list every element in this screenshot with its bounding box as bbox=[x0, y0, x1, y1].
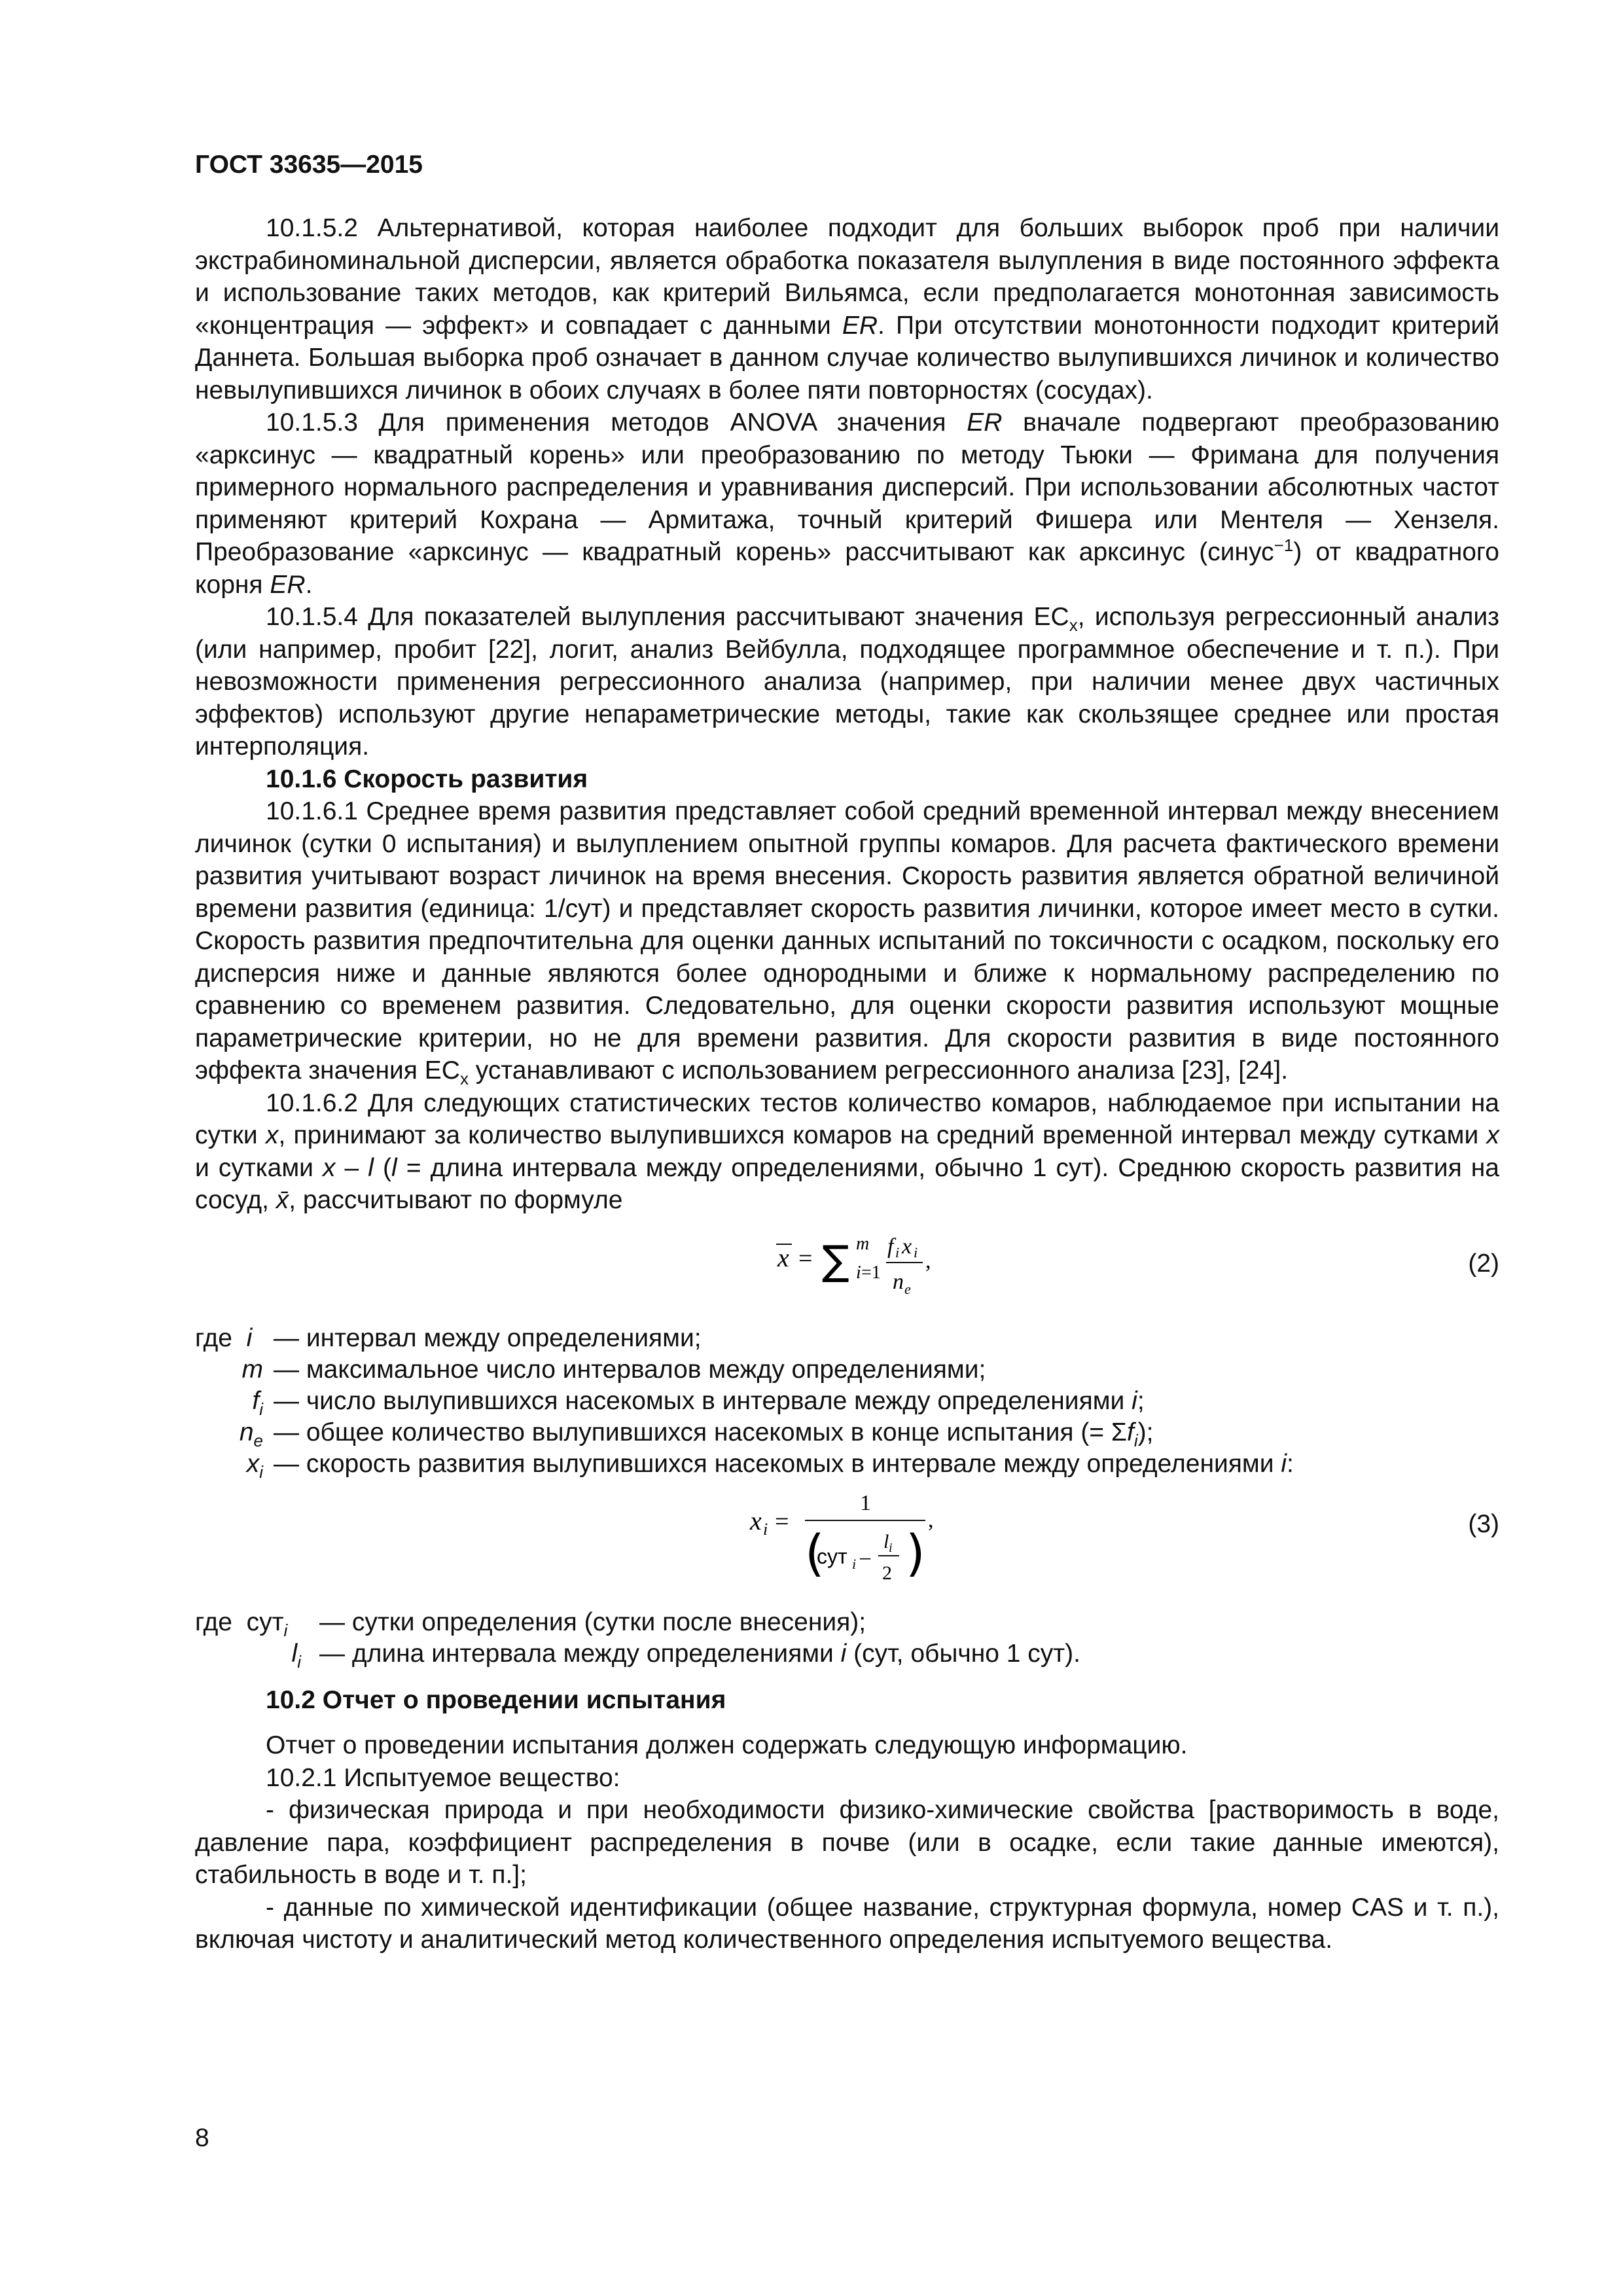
equation-2-number: (2) bbox=[1468, 1249, 1499, 1278]
equation-3-formula bbox=[745, 1486, 967, 1603]
svg-text:i: i bbox=[852, 1555, 857, 1572]
legend-row-xi bbox=[195, 1448, 1499, 1480]
list-item-physical-nature: - физическая природа и при необходимости физико-химические свойства [растворимость в воде, давление пара, коэффициент распределения в почве (или в осадке, если такие данные имеются), стабильность в воде и т. п.]; bbox=[195, 1796, 1499, 1889]
svg-text:i: i bbox=[763, 1519, 768, 1539]
svg-text:,: , bbox=[928, 1507, 934, 1532]
legend-label: $l_i$ bbox=[291, 1639, 301, 1672]
svg-text:=: = bbox=[775, 1507, 789, 1535]
svg-text:–: – bbox=[860, 1544, 870, 1568]
legend-text: — максимальное число интервалов между определениями; bbox=[274, 1355, 986, 1384]
legend-row-m bbox=[195, 1354, 1499, 1386]
equation-2-formula bbox=[758, 1221, 980, 1319]
svg-text:2: 2 bbox=[882, 1562, 892, 1584]
legend-label: $x_i$ bbox=[246, 1449, 263, 1482]
svg-text:i: i bbox=[856, 1262, 861, 1283]
heading-10-1-6: 10.1.6 Скорость развития bbox=[266, 764, 588, 793]
svg-text:x: x bbox=[902, 1234, 912, 1259]
svg-text:,: , bbox=[925, 1248, 931, 1273]
equation-2 bbox=[195, 1221, 1499, 1319]
svg-text:сут: сут bbox=[817, 1544, 847, 1568]
legend-row-ne bbox=[195, 1417, 1499, 1448]
svg-text:(: ( bbox=[805, 1523, 825, 1582]
heading-10-2: 10.2 Отчет о проведении испытания bbox=[266, 1685, 726, 1714]
legend-row-i bbox=[195, 1323, 1499, 1354]
legend-equation-3 bbox=[195, 1607, 1499, 1670]
legend-text: — длина интервала между определениями i (сут, обычно 1 сут). bbox=[319, 1639, 1080, 1668]
svg-text:i: i bbox=[889, 1540, 893, 1555]
legend-text: — сутки определения (сутки после внесения); bbox=[319, 1607, 866, 1636]
svg-text:x: x bbox=[777, 1242, 789, 1272]
svg-text:=1: =1 bbox=[861, 1262, 881, 1283]
svg-text:i: i bbox=[914, 1244, 918, 1261]
legend-row-li bbox=[195, 1638, 1499, 1670]
legend-label: где i bbox=[195, 1323, 253, 1352]
svg-text:1: 1 bbox=[860, 1490, 871, 1515]
legend-label: $n_e$ bbox=[239, 1418, 263, 1450]
legend-row-sut bbox=[195, 1607, 1499, 1638]
svg-text:l: l bbox=[883, 1530, 889, 1552]
paragraph-10-1-6-2: 10.1.6.2 Для следующих статистических тестов количество комаров, наблюдаемое при испытании на сутки x, принимают за количество вылупившихся комаров на средний временной интервал между сутками x и сутками x – l (l = длина интервала между определениями, обычно 1 сут). Среднюю скорость развития на сосуд, x̄, рассчитывают по формуле bbox=[195, 1088, 1499, 1214]
legend-text: — интервал между определениями; bbox=[274, 1323, 702, 1352]
legend-label: где сут$_i$ bbox=[195, 1607, 288, 1640]
svg-text:i: i bbox=[895, 1244, 900, 1261]
paragraph-10-1-6-1: 10.1.6.1 Среднее время развития представляет собой средний временной интервал между внесением личинок (сутки 0 испытания) и вылуплением опытной группы комаров. Для расчета фактического времени развития учитывают возраст личинок на время внесения. Скорость развития является обратной величиной времени развития (единица: 1/сут) и представляет скорость развития личинки, которое имеет место в сутки. Скорость развития предпочтительна для оценки данных испытаний по токсичности с осадком, поскольку его дисперсия ниже и данные являются более однородными и ближе к нормальному распределению по сравнению со временем развития. Следовательно, для оценки скорости развития используют мощные параметрические критерии, но не для времени развития. Для скорости развития в виде постоянного эффекта значения $EC_x$ устанавливают с использованием регрессионного анализа [23], [24]. bbox=[195, 797, 1499, 1088]
svg-text:n: n bbox=[893, 1269, 904, 1294]
equation-3-number: (3) bbox=[1468, 1509, 1499, 1538]
svg-text:m: m bbox=[856, 1233, 870, 1254]
svg-text:e: e bbox=[904, 1280, 911, 1297]
page-number: 8 bbox=[195, 2124, 209, 2152]
legend-text: — скорость развития вылупившихся насекомых в интервале между определениями i: bbox=[274, 1449, 1294, 1478]
svg-text:=: = bbox=[798, 1244, 813, 1272]
list-item-chemical-identification: - данные по химической идентификации (общее название, структурная формула, номер CAS и т. п.), включая чистоту и аналитический метод количественного определения испытуемого вещества. bbox=[195, 1893, 1499, 1954]
paragraph-10-1-5-4: 10.1.5.4 Для показателей вылупления рассчитывают значения $EC_x$, используя регрессионный анализ (или например, пробит [22], логит, анализ Вейбулла, подходящее программное обеспечение и т. п.). При невозможности применения регрессионного анализа (например, при наличии менее двух частичных эффектов) используют другие непараметрические методы, такие как скользящее среднее или простая интерполяция. bbox=[195, 603, 1499, 761]
paragraph-10-1-5-3: 10.1.5.3 Для применения методов ANOVA значения ER вначале подвергают преобразованию «арксинус — квадратный корень» или преобразованию по методу Тьюки — Фримана для получения примерного нормального распределения и уравнивания дисперсий. При использовании абсолютных частот применяют критерий Кохрана — Армитажа, точный критерий Фишера или Ментеля — Хензеля. Преобразование «арксинус — квадратный корень» рассчитывают как арксинус (синус$^{-1}$) от квадратного корня ER. bbox=[195, 408, 1499, 599]
svg-text:∑: ∑ bbox=[822, 1236, 849, 1284]
svg-text:x: x bbox=[750, 1505, 762, 1535]
document-header: ГОСТ 33635—2015 bbox=[195, 151, 423, 179]
legend-label: m bbox=[241, 1355, 263, 1384]
legend-label: $f_i$ bbox=[252, 1386, 263, 1419]
equation-3 bbox=[195, 1486, 1499, 1603]
legend-text: — число вылупившихся насекомых в интервале между определениями i; bbox=[274, 1386, 1145, 1415]
paragraph-10-1-5-2: 10.1.5.2 Альтернативой, которая наиболее подходит для больших выборок проб при наличии экстрабиноминальной дисперсии, является обработка показателя вылупления в виде постоянного эффекта и использование таких методов, как критерий Вильямса, если предполагается монотонная зависимость «концентрация — эффект» и совпадает с данными ER. При отсутствии монотонности подходит критерий Даннета. Большая выборка проб означает в данном случае количество вылупившихся личинок и количество невылупившихся личинок в обоих случаях в более пяти повторностях (сосудах). bbox=[195, 214, 1499, 404]
paragraph-10-2-1: 10.2.1 Испытуемое вещество: bbox=[266, 1763, 620, 1792]
paragraph-report-intro: Отчет о проведении испытания должен содержать следующую информацию. bbox=[266, 1731, 1188, 1759]
legend-equation-2 bbox=[195, 1323, 1499, 1480]
legend-text: — общее количество вылупившихся насекомых в конце испытания (= $\Sigma f_i$); bbox=[274, 1418, 1154, 1450]
svg-text:): ) bbox=[906, 1523, 925, 1582]
svg-text:f: f bbox=[887, 1234, 894, 1259]
legend-row-fi bbox=[195, 1386, 1499, 1417]
